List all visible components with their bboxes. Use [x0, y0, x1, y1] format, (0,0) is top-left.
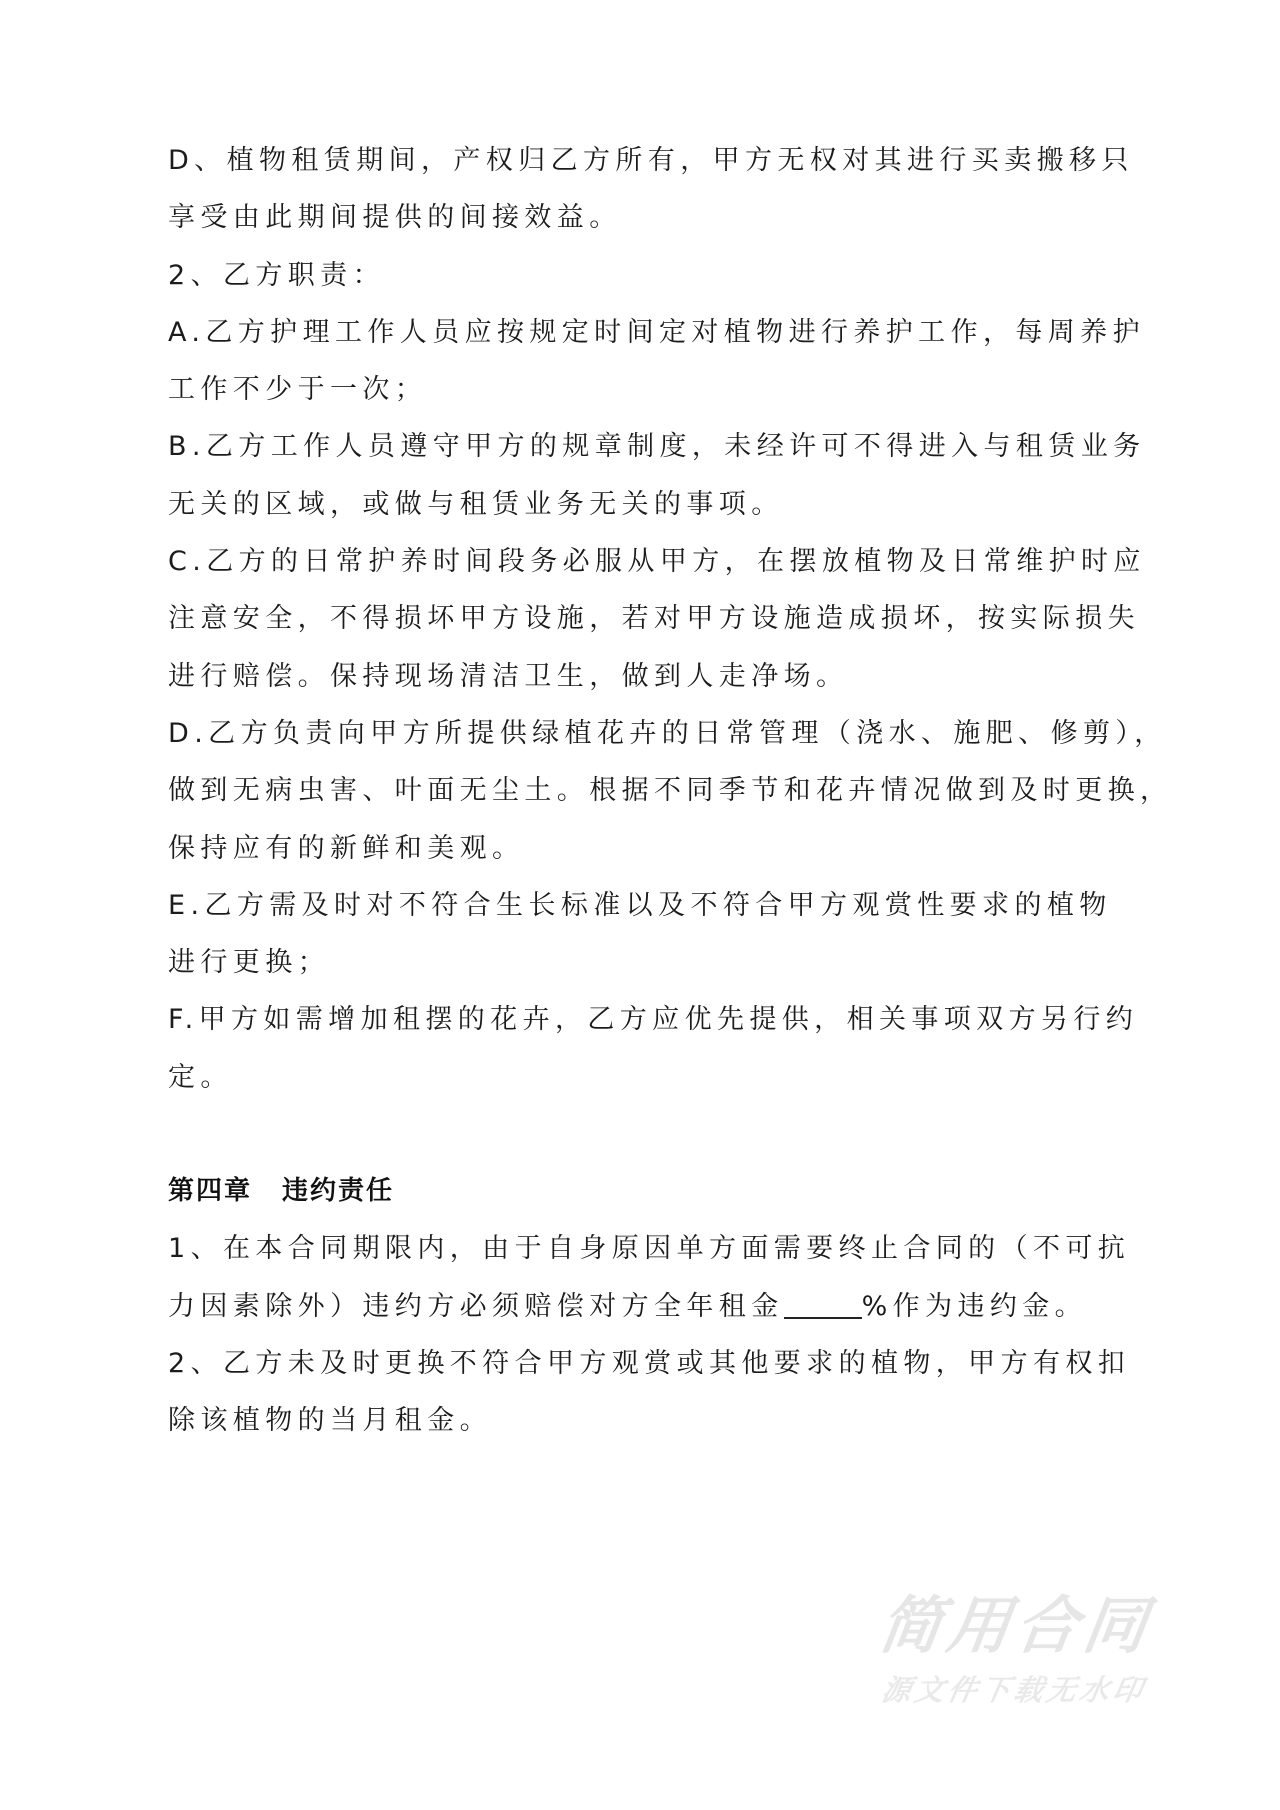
paragraph-line: 保持应有的新鲜和美观。	[168, 832, 525, 864]
duty-item-b	[168, 418, 1146, 533]
clause-text: 力因素除外）违约方必须赔偿对方全年租金	[168, 1290, 784, 1322]
document-body	[168, 132, 1173, 1450]
watermark-tagline: 源文件下载无水印	[879, 1673, 1150, 1707]
paragraph-line: 1、在本合同期限内，由于自身原因单方面需要终止合同的（不可抗	[168, 1233, 1131, 1265]
paragraph-line: F.甲方如需增加租摆的花卉，乙方应优先提供，相关事项双方另行约	[168, 1004, 1139, 1036]
watermark	[874, 1589, 1200, 1710]
chapter-title: 违约责任	[282, 1176, 395, 1207]
duty-item-d	[168, 705, 1173, 877]
duty-item-e	[168, 877, 1112, 992]
chapter-heading	[168, 1163, 958, 1220]
paragraph-line: 除该植物的当月租金。	[168, 1405, 492, 1437]
paragraph-line: 定。	[168, 1061, 233, 1093]
paragraph-line: 进行赔偿。保持现场清洁卫生，做到人走净场。	[168, 660, 849, 692]
paragraph-spacer	[168, 1106, 958, 1163]
breach-clause-1	[168, 1220, 1131, 1335]
paragraph-line: A.乙方护理工作人员应按规定时间定对植物进行养护工作，每周养护	[168, 316, 1145, 348]
watermark-brand: 简用合同	[874, 1589, 1158, 1662]
section-title-party-b-duties: 2、乙方职责：	[168, 259, 385, 291]
paragraph-line: 工作不少于一次；	[168, 374, 428, 406]
paragraph-line: E.乙方需及时对不符合生长标准以及不符合甲方观赏性要求的植物	[168, 889, 1112, 921]
paragraph-line	[168, 1278, 1088, 1335]
paragraph-line: C.乙方的日常护养时间段务必服从甲方，在摆放植物及日常维护时应	[168, 546, 1146, 578]
paragraph-line: 做到无病虫害、叶面无尘土。根据不同季节和花卉情况做到及时更换，	[168, 775, 1173, 807]
breach-clause-2	[168, 1335, 1131, 1450]
paragraph-line: D.乙方负责向甲方所提供绿植花卉的日常管理（浇水、施肥、修剪），	[168, 717, 1167, 749]
duty-item-c	[168, 533, 1146, 705]
paragraph-line: B.乙方工作人员遵守甲方的规章制度，未经许可不得进入与租赁业务	[168, 431, 1146, 463]
paragraph-line: 享受由此期间提供的间接效益。	[168, 202, 622, 234]
paragraph-line: 注意安全，不得损坏甲方设施，若对甲方设施造成损坏，按实际损失	[168, 603, 1140, 635]
duty-item-a	[168, 304, 1145, 419]
paragraph-line: 进行更换；	[168, 947, 330, 979]
paragraph-line: D、植物租赁期间，产权归乙方所有，甲方无权对其进行买卖搬移只	[168, 145, 1134, 176]
chapter-number: 第四章	[168, 1176, 253, 1207]
paragraph-line: 无关的区域，或做与租赁业务无关的事项。	[168, 488, 784, 520]
duty-item-f	[168, 991, 1139, 1106]
clause-text: %作为违约金。	[861, 1290, 1088, 1322]
penalty-percent-blank[interactable]	[784, 1287, 862, 1319]
paragraph-line: 2、乙方未及时更换不符合甲方观赏或其他要求的植物，甲方有权扣	[168, 1347, 1131, 1379]
